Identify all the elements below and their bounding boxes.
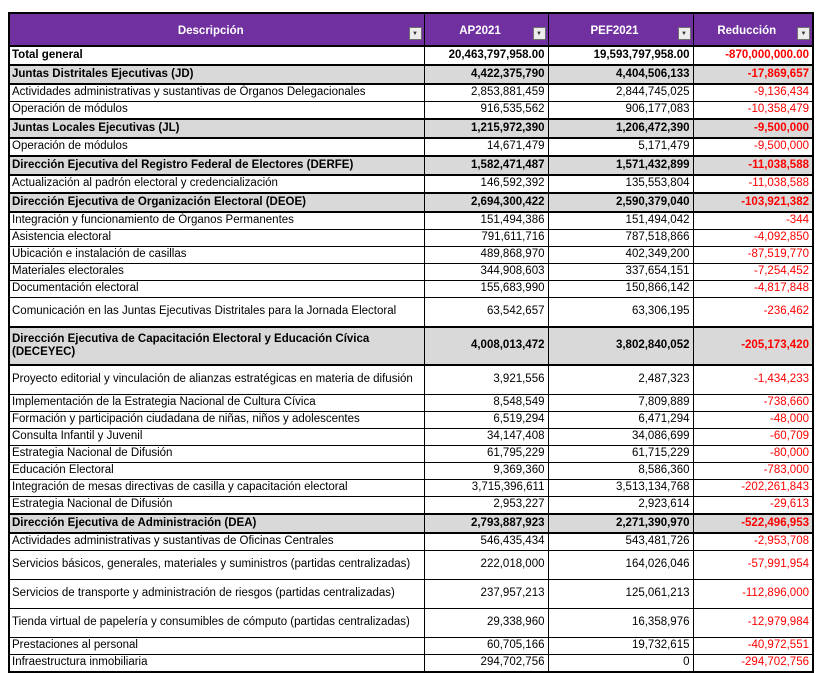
cell-ap[interactable]: 2,853,881,459 [424, 84, 548, 102]
cell-pef[interactable]: 1,571,432,899 [548, 156, 693, 175]
table-row [9, 609, 813, 638]
cell-ap[interactable]: 146,592,392 [424, 175, 548, 193]
table-row [9, 514, 813, 533]
cell-red[interactable]: -112,896,000 [693, 580, 813, 609]
table-row [9, 327, 813, 365]
table-row [9, 429, 813, 446]
cell-pef[interactable]: 543,481,726 [548, 533, 693, 551]
cell-ap[interactable]: 4,008,013,472 [424, 327, 548, 365]
cell-pef[interactable]: 4,404,506,133 [548, 65, 693, 84]
cell-desc[interactable]: Total general [9, 46, 424, 65]
cell-desc[interactable]: Dirección Ejecutiva de Organización Electoral (DEOE) [9, 193, 424, 212]
cell-desc[interactable]: Operación de módulos [9, 102, 424, 120]
cell-pef[interactable]: 63,306,195 [548, 298, 693, 328]
column-header-label: PEF2021 [590, 24, 639, 37]
cell-ap[interactable]: 9,369,360 [424, 463, 548, 480]
cell-pef[interactable]: 3,802,840,052 [548, 327, 693, 365]
cell-pef[interactable]: 151,494,042 [548, 212, 693, 230]
table-row [9, 247, 813, 264]
cell-red[interactable]: -2,953,708 [693, 533, 813, 551]
table-row [9, 230, 813, 247]
cell-ap[interactable]: 151,494,386 [424, 212, 548, 230]
cell-desc[interactable]: Dirección Ejecutiva de Capacitación Electoral y Educación Cívica (DECEYEC) [9, 327, 424, 365]
table-row [9, 395, 813, 412]
cell-desc[interactable]: Implementación de la Estrategia Nacional de Cultura Cívica [9, 395, 424, 412]
cell-red[interactable]: -11,038,588 [693, 175, 813, 193]
spreadsheet [8, 12, 814, 673]
filter-dropdown-icon[interactable]: ▼ [797, 27, 810, 40]
column-header-red [693, 13, 813, 46]
cell-pef[interactable]: 5,171,479 [548, 138, 693, 156]
budget-table [8, 12, 814, 673]
cell-ap[interactable]: 2,694,300,422 [424, 193, 548, 212]
cell-desc[interactable]: Servicios de transporte y administración de riesgos (partidas centralizadas) [9, 580, 424, 609]
cell-pef[interactable]: 34,086,699 [548, 429, 693, 446]
cell-desc[interactable]: Tienda virtual de papelería y consumibles de cómputo (partidas centralizadas) [9, 609, 424, 638]
cell-red[interactable]: -202,261,843 [693, 480, 813, 497]
table-row [9, 212, 813, 230]
cell-red[interactable]: -11,038,588 [693, 156, 813, 175]
cell-red[interactable]: -7,254,452 [693, 264, 813, 281]
cell-ap[interactable]: 29,338,960 [424, 609, 548, 638]
cell-pef[interactable]: 2,844,745,025 [548, 84, 693, 102]
cell-red[interactable]: -10,358,479 [693, 102, 813, 120]
cell-ap[interactable]: 222,018,000 [424, 551, 548, 580]
cell-red[interactable]: -29,613 [693, 497, 813, 515]
table-row [9, 264, 813, 281]
cell-ap[interactable]: 237,957,213 [424, 580, 548, 609]
cell-pef[interactable]: 135,553,804 [548, 175, 693, 193]
cell-desc[interactable]: Dirección Ejecutiva del Registro Federal de Electores (DERFE) [9, 156, 424, 175]
cell-ap[interactable]: 61,795,229 [424, 446, 548, 463]
cell-desc[interactable]: Comunicación en las Juntas Ejecutivas Distritales para la Jornada Electoral [9, 298, 424, 328]
cell-pef[interactable]: 164,026,046 [548, 551, 693, 580]
column-header-ap [424, 13, 548, 46]
cell-pef[interactable]: 125,061,213 [548, 580, 693, 609]
cell-pef[interactable]: 2,923,614 [548, 497, 693, 515]
column-header-label: AP2021 [459, 24, 501, 37]
cell-desc[interactable]: Prestaciones al personal [9, 638, 424, 655]
table-row [9, 480, 813, 497]
cell-ap[interactable]: 34,147,408 [424, 429, 548, 446]
cell-red[interactable]: -80,000 [693, 446, 813, 463]
cell-red[interactable]: -87,519,770 [693, 247, 813, 264]
table-row [9, 580, 813, 609]
cell-red[interactable]: -40,972,551 [693, 638, 813, 655]
cell-pef[interactable]: 906,177,083 [548, 102, 693, 120]
cell-desc[interactable]: Actualización al padrón electoral y credencialización [9, 175, 424, 193]
cell-pef[interactable]: 19,593,797,958.00 [548, 46, 693, 65]
cell-red[interactable]: -12,979,984 [693, 609, 813, 638]
cell-ap[interactable]: 294,702,756 [424, 655, 548, 673]
cell-ap[interactable]: 791,611,716 [424, 230, 548, 247]
table-row [9, 638, 813, 655]
table-row [9, 551, 813, 580]
cell-red[interactable]: -870,000,000.00 [693, 46, 813, 65]
cell-red[interactable]: -9,136,434 [693, 84, 813, 102]
cell-red[interactable]: -783,000 [693, 463, 813, 480]
cell-red[interactable]: -4,817,848 [693, 281, 813, 298]
table-row [9, 65, 813, 84]
table-row [9, 463, 813, 480]
cell-desc[interactable]: Educación Electoral [9, 463, 424, 480]
cell-ap[interactable]: 8,548,549 [424, 395, 548, 412]
cell-ap[interactable]: 2,793,887,923 [424, 514, 548, 533]
cell-pef[interactable]: 3,513,134,768 [548, 480, 693, 497]
cell-ap[interactable]: 344,908,603 [424, 264, 548, 281]
cell-red[interactable]: -294,702,756 [693, 655, 813, 673]
cell-pef[interactable]: 7,809,889 [548, 395, 693, 412]
cell-pef[interactable]: 0 [548, 655, 693, 673]
cell-red[interactable]: -48,000 [693, 412, 813, 429]
cell-ap[interactable]: 14,671,479 [424, 138, 548, 156]
cell-pef[interactable]: 2,487,323 [548, 365, 693, 395]
cell-ap[interactable]: 3,715,396,611 [424, 480, 548, 497]
cell-ap[interactable]: 916,535,562 [424, 102, 548, 120]
cell-red[interactable]: -344 [693, 212, 813, 230]
table-row [9, 365, 813, 395]
cell-ap[interactable]: 3,921,556 [424, 365, 548, 395]
cell-ap[interactable]: 2,953,227 [424, 497, 548, 515]
cell-desc[interactable]: Servicios básicos, generales, materiales y suministros (partidas centralizadas) [9, 551, 424, 580]
table-row [9, 84, 813, 102]
table-row [9, 655, 813, 673]
cell-desc[interactable]: Integración de mesas directivas de casilla y capacitación electoral [9, 480, 424, 497]
table-row [9, 119, 813, 138]
column-header-pef [548, 13, 693, 46]
cell-ap[interactable]: 1,582,471,487 [424, 156, 548, 175]
cell-ap[interactable]: 546,435,434 [424, 533, 548, 551]
cell-desc[interactable]: Infraestructura inmobiliaria [9, 655, 424, 673]
cell-ap[interactable]: 1,215,972,390 [424, 119, 548, 138]
cell-desc[interactable]: Formación y participación ciudadana de niñas, niños y adolescentes [9, 412, 424, 429]
cell-desc[interactable]: Estrategia Nacional de Difusión [9, 446, 424, 463]
cell-pef[interactable]: 8,586,360 [548, 463, 693, 480]
table-row [9, 497, 813, 515]
cell-ap[interactable]: 489,868,970 [424, 247, 548, 264]
table-row [9, 446, 813, 463]
table-row [9, 175, 813, 193]
cell-desc[interactable]: Estrategia Nacional de Difusión [9, 497, 424, 515]
table-row [9, 193, 813, 212]
cell-ap[interactable]: 20,463,797,958.00 [424, 46, 548, 65]
column-header-label: Reducción [717, 24, 777, 37]
cell-red[interactable]: -738,660 [693, 395, 813, 412]
cell-red[interactable]: -17,869,657 [693, 65, 813, 84]
table-row [9, 102, 813, 120]
cell-pef[interactable]: 16,358,976 [548, 609, 693, 638]
cell-desc[interactable]: Juntas Distritales Ejecutivas (JD) [9, 65, 424, 84]
cell-desc[interactable]: Operación de módulos [9, 138, 424, 156]
cell-desc[interactable]: Actividades administrativas y sustantivas de Órganos Delegacionales [9, 84, 424, 102]
cell-ap[interactable]: 6,519,294 [424, 412, 548, 429]
table-row [9, 156, 813, 175]
cell-red[interactable]: -9,500,000 [693, 119, 813, 138]
cell-pef[interactable]: 61,715,229 [548, 446, 693, 463]
cell-desc[interactable]: Dirección Ejecutiva de Administración (DEA) [9, 514, 424, 533]
cell-desc[interactable]: Documentación electoral [9, 281, 424, 298]
cell-pef[interactable]: 337,654,151 [548, 264, 693, 281]
table-row [9, 533, 813, 551]
cell-red[interactable]: -4,092,850 [693, 230, 813, 247]
cell-pef[interactable]: 6,471,294 [548, 412, 693, 429]
cell-ap[interactable]: 155,683,990 [424, 281, 548, 298]
cell-pef[interactable]: 787,518,866 [548, 230, 693, 247]
table-row [9, 281, 813, 298]
cell-desc[interactable]: Integración y funcionamiento de Órganos Permanentes [9, 212, 424, 230]
cell-pef[interactable]: 150,866,142 [548, 281, 693, 298]
cell-desc[interactable]: Actividades administrativas y sustantivas de Oficinas Centrales [9, 533, 424, 551]
cell-red[interactable]: -522,496,953 [693, 514, 813, 533]
column-header-desc [9, 13, 424, 46]
filter-dropdown-icon[interactable]: ▼ [409, 27, 422, 40]
cell-desc[interactable]: Consulta Infantil y Juvenil [9, 429, 424, 446]
cell-red[interactable]: -205,173,420 [693, 327, 813, 365]
cell-pef[interactable]: 402,349,200 [548, 247, 693, 264]
cell-desc[interactable]: Proyecto editorial y vinculación de alianzas estratégicas en materia de difusión [9, 365, 424, 395]
cell-ap[interactable]: 63,542,657 [424, 298, 548, 328]
cell-red[interactable]: -1,434,233 [693, 365, 813, 395]
cell-red[interactable]: -57,991,954 [693, 551, 813, 580]
cell-red[interactable]: -103,921,382 [693, 193, 813, 212]
cell-ap[interactable]: 4,422,375,790 [424, 65, 548, 84]
cell-pef[interactable]: 19,732,615 [548, 638, 693, 655]
cell-pef[interactable]: 1,206,472,390 [548, 119, 693, 138]
table-row [9, 46, 813, 65]
column-header-label: Descripción [177, 24, 244, 37]
cell-red[interactable]: -60,709 [693, 429, 813, 446]
cell-pef[interactable]: 2,590,379,040 [548, 193, 693, 212]
cell-desc[interactable]: Materiales electorales [9, 264, 424, 281]
table-row [9, 412, 813, 429]
cell-desc[interactable]: Juntas Locales Ejecutivas (JL) [9, 119, 424, 138]
cell-desc[interactable]: Asistencia electoral [9, 230, 424, 247]
cell-red[interactable]: -9,500,000 [693, 138, 813, 156]
cell-red[interactable]: -236,462 [693, 298, 813, 328]
cell-pef[interactable]: 2,271,390,970 [548, 514, 693, 533]
table-row [9, 138, 813, 156]
filter-dropdown-icon[interactable]: ▼ [533, 27, 546, 40]
header-row [9, 13, 813, 46]
table-row [9, 298, 813, 328]
filter-dropdown-icon[interactable]: ▼ [678, 27, 691, 40]
cell-desc[interactable]: Ubicación e instalación de casillas [9, 247, 424, 264]
cell-ap[interactable]: 60,705,166 [424, 638, 548, 655]
